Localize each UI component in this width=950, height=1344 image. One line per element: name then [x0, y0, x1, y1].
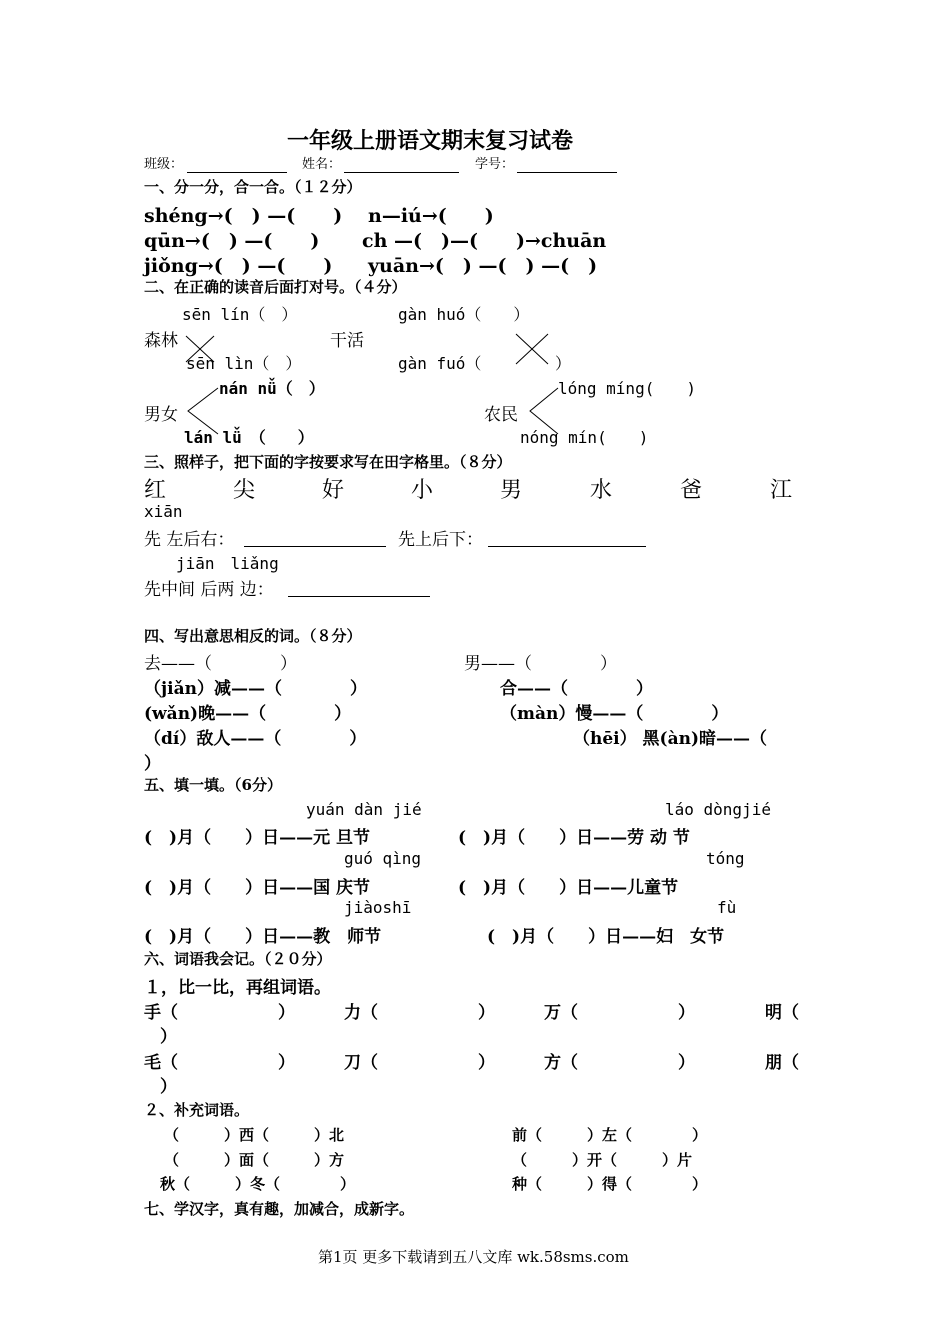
- s1-row2-right: ch —( )—( )→chuān: [362, 230, 607, 252]
- s2-pinyin-nongmin: nóng mín( ): [520, 428, 649, 447]
- name-label: 姓名：: [302, 157, 342, 172]
- s5-row2-left: ( )月（ ）日——国 庆节: [144, 878, 371, 898]
- s3-pinyin-jianliang: jiān liǎng: [176, 554, 279, 573]
- s5-row1-right: ( )月（ ）日——劳 动 节: [458, 828, 690, 848]
- s5-pinyin-yuandanjie: yuán dàn jié: [306, 800, 422, 819]
- s3-left-right-label: 先 左后右：: [144, 530, 235, 550]
- s3-char: 男: [500, 478, 523, 503]
- s6-close: ）: [478, 1053, 495, 1073]
- s3-middle-field[interactable]: [288, 596, 430, 597]
- s4-antonym-diren: （dí）敌人——（ ）: [144, 729, 367, 749]
- s6-compare-shou: 手（: [144, 1003, 178, 1023]
- s3-char: 小: [411, 478, 434, 503]
- s3-char: 好: [322, 478, 345, 503]
- s1-row2-left: qūn→( ) —( ): [144, 230, 320, 252]
- student-id-label: 学号：: [475, 157, 515, 172]
- s6-compare-ming: 明（: [765, 1003, 799, 1023]
- s2-word-nongmin: 农民: [484, 405, 518, 425]
- s2-pinyin-nannv: nán nǚ（ ）: [219, 379, 325, 398]
- s4-antonym-qu: 去——（ ）: [144, 654, 297, 674]
- s5-pinyin-fu: fù: [717, 898, 737, 917]
- s6-compare-li: 力（: [344, 1003, 378, 1023]
- s2-word-ganhuo: 干活: [330, 331, 364, 351]
- class-label: 班级：: [144, 157, 184, 172]
- s3-left-right-field[interactable]: [244, 546, 386, 547]
- s3-top-bottom-label: 先上后下：: [398, 530, 483, 550]
- section-1-heading: 一、分一分，合一合。（１２分）: [144, 178, 362, 196]
- s6-compare-mao: 毛（: [144, 1053, 178, 1073]
- s6-compare-fang: 方（: [544, 1053, 578, 1073]
- s5-pinyin-guoqing: guó qìng: [344, 849, 422, 868]
- s1-row1-right: n—iú→( ): [368, 205, 494, 227]
- s6-compare-dao: 刀（: [344, 1053, 378, 1073]
- s6-fill-row1-right: 前（ ）左（ ）: [512, 1126, 708, 1144]
- s5-pinyin-tong: tóng: [706, 849, 745, 868]
- s6-close: ）: [478, 1003, 495, 1023]
- s3-char: 江: [770, 478, 793, 503]
- page-title: 一年级上册语文期末复习试卷: [287, 128, 574, 154]
- section-2-heading: 二、在正确的读音后面打对号。（４分）: [144, 278, 407, 296]
- s6-close: ）: [278, 1003, 295, 1023]
- s2-pinyin-longming: lóng míng( ): [558, 379, 696, 398]
- s4-antonym-nan: 男——（ ）: [464, 654, 617, 674]
- s4-antonym-he: 合——（ ）: [500, 679, 653, 699]
- s6-compare-wan: 万（: [544, 1003, 578, 1023]
- section-3-heading: 三、照样子，把下面的字按要求写在田字格里。（８分）: [144, 453, 512, 471]
- section-4-heading: 四、写出意思相反的词。（８分）: [144, 627, 362, 645]
- s5-pinyin-jiaoshi: jiàoshī: [344, 898, 412, 917]
- s4-wrap-close: ）: [144, 754, 161, 774]
- s3-char: 水: [590, 478, 613, 503]
- s4-antonym-wan: (wǎn)晚——（ ）: [144, 704, 352, 724]
- s1-row1-left: shéng→( ) —( ): [144, 205, 343, 227]
- s5-row2-right: ( )月（ ）日——儿童节: [458, 878, 679, 898]
- s2-pinyin-senlin: sēn lín（ ）: [182, 305, 298, 324]
- s6-sub2: ２、补充词语。: [144, 1101, 250, 1119]
- s3-pinyin-xian: xiān: [144, 502, 183, 521]
- s2-pinyin-senlin-2: sēn lìn（ ）: [186, 354, 302, 373]
- section-6-heading: 六、词语我会记。（２０分）: [144, 950, 332, 968]
- s6-close: ）: [160, 1027, 177, 1047]
- s1-row3-right: yuān→( ) —( ) —( ): [368, 255, 598, 277]
- s1-row3-left: jiǒng→( ) —( ): [144, 255, 333, 277]
- s4-antonym-jian: （jiǎn）减——（ ）: [144, 679, 367, 699]
- section-7-heading: 七、学汉字，真有趣，加减合，成新字。: [144, 1200, 415, 1218]
- s2-pinyin-ganfuo: gàn fuó（: [398, 354, 482, 373]
- s6-close: ）: [160, 1077, 177, 1097]
- s6-fill-row3-left: 秋（ ）冬（ ）: [160, 1175, 356, 1193]
- s6-fill-row1-left: （ ）西（ ）北: [164, 1126, 345, 1144]
- s4-antonym-heian: （hēi） 黑(àn)暗——（: [573, 729, 768, 749]
- s6-fill-row2-left: （ ）面（ ）方: [164, 1151, 345, 1169]
- s3-char: 爸: [680, 478, 703, 503]
- s5-pinyin-laodongjie: láo dòngjié: [665, 800, 771, 819]
- section-5-heading: 五、填一填。（6分）: [144, 776, 282, 794]
- s6-fill-row3-right: 种（ ）得（ ）: [512, 1175, 708, 1193]
- s6-sub1: １，比一比，再组词语。: [144, 978, 331, 998]
- s6-fill-row2-right: （ ）开（ ）片: [512, 1151, 693, 1169]
- s5-row1-left: ( )月（ ）日——元 旦节: [144, 828, 371, 848]
- s4-antonym-man: （màn）慢——（ ）: [500, 704, 729, 724]
- s2-word-nannv: 男女: [144, 405, 178, 425]
- s2-word-senlin: 森林: [144, 331, 178, 351]
- s2-pinyin-lanlv: lán lǚ （ ）: [184, 428, 314, 447]
- s2-pinyin-ganfuo-close: ）: [555, 354, 572, 373]
- s2-pinyin-ganhuo: gàn huó（ ）: [398, 305, 530, 324]
- s3-top-bottom-field[interactable]: [488, 546, 646, 547]
- s6-close: ）: [278, 1053, 295, 1073]
- page-footer: 第1页 更多下载请到五八文库 wk.58sms.com: [318, 1248, 629, 1266]
- s5-row3-left: ( )月（ ）日——教 师节: [144, 927, 382, 947]
- s3-char: 尖: [233, 478, 256, 503]
- s3-middle-label: 先中间 后两 边：: [144, 580, 274, 600]
- s3-char: 红: [144, 478, 167, 503]
- s6-close: ）: [678, 1053, 695, 1073]
- s6-close: ）: [678, 1003, 695, 1023]
- s6-compare-peng: 朋（: [765, 1053, 799, 1073]
- s5-row3-right: ( )月（ ）日——妇 女节: [487, 927, 725, 947]
